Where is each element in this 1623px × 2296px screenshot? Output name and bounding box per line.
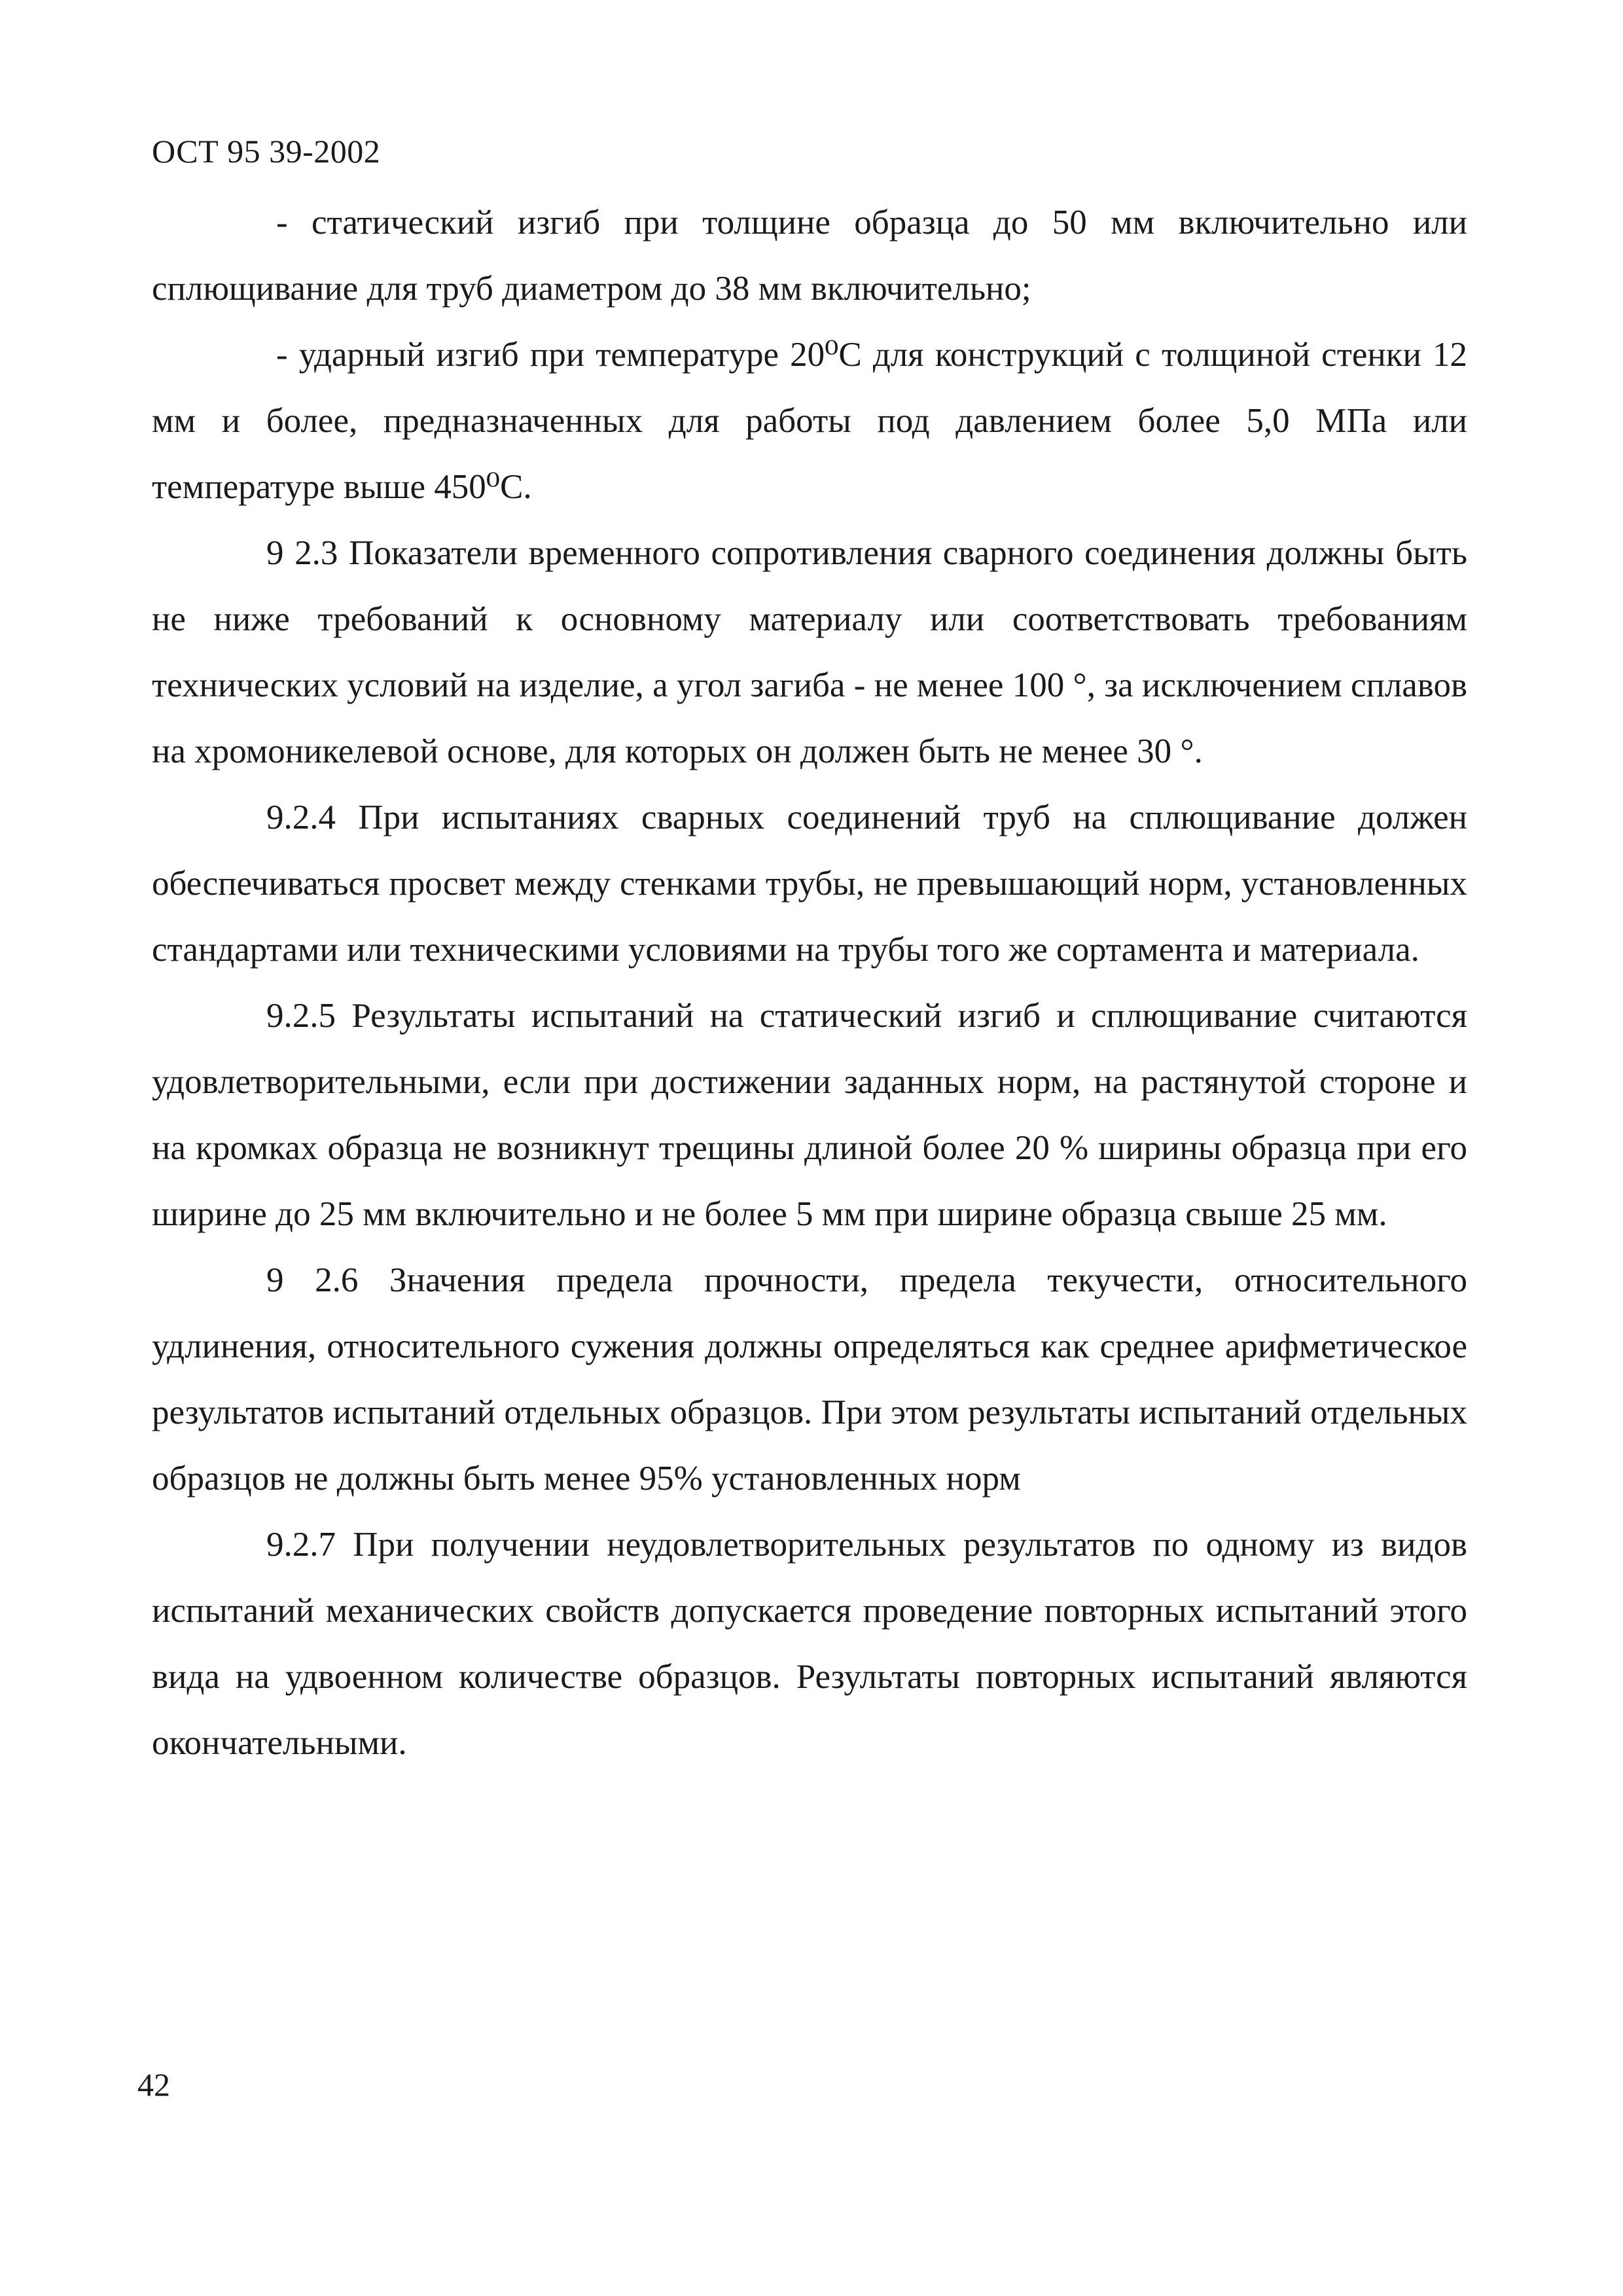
clause-9-2-5: 9.2.5 Результаты испытаний на статический изгиб и сплющивание считаются удовлетворительными, если при достижении заданных норм, на растянутой стороне и на кромках образца не возникнут трещины длиной более 20 % ширины образца при его ширине до 25 мм включительно и не более 5 мм при ширине образца свыше 25 мм. — [152, 997, 1467, 1233]
page-number: 42 — [137, 2066, 170, 2103]
list-item-impact-bend: - ударный изгиб при температуре 20⁰С для конструкций с толщиной стенки 12 мм и более, предназначенных для работы под давлением более 5,0 МПа или температуре выше 450⁰С. — [152, 336, 1467, 506]
document-code-header: ОСТ 95 39-2002 — [152, 133, 381, 170]
clause-9-2-3: 9 2.3 Показатели временного сопротивления сварного соединения должны быть не ниже требований к основному материалу или соответствовать требованиям технических условий на изделие, а угол загиба - не менее 100 °, за исключением сплавов на хромоникелевой основе, для которых он должен быть не менее 30 °. — [152, 534, 1467, 770]
clause-9-2-4: 9.2.4 При испытаниях сварных соединений труб на сплющивание должен обеспечиваться просвет между стенками трубы, не превышающий норм, установленных стандартами или техническими условиями на трубы того же сортамента и материала. — [152, 798, 1467, 969]
clause-9-2-6: 9 2.6 Значения предела прочности, предела текучести, относительного удлинения, относительного сужения должны определяться как среднее арифметическое результатов испытаний отдельных образцов. При этом результаты испытаний отдельных образцов не должны быть менее 95% установленных норм — [152, 1261, 1467, 1498]
clause-9-2-7: 9.2.7 При получении неудовлетворительных результатов по одному из видов испытаний механических свойств допускается проведение повторных испытаний этого вида на удвоенном количестве образцов. Результаты повторных испытаний являются окончательными. — [152, 1526, 1467, 1762]
document-body — [152, 190, 1467, 1776]
list-item-static-bend: - статический изгиб при толщине образца до 50 мм включительно или сплющивание для труб диаметром до 38 мм включительно; — [152, 204, 1467, 308]
